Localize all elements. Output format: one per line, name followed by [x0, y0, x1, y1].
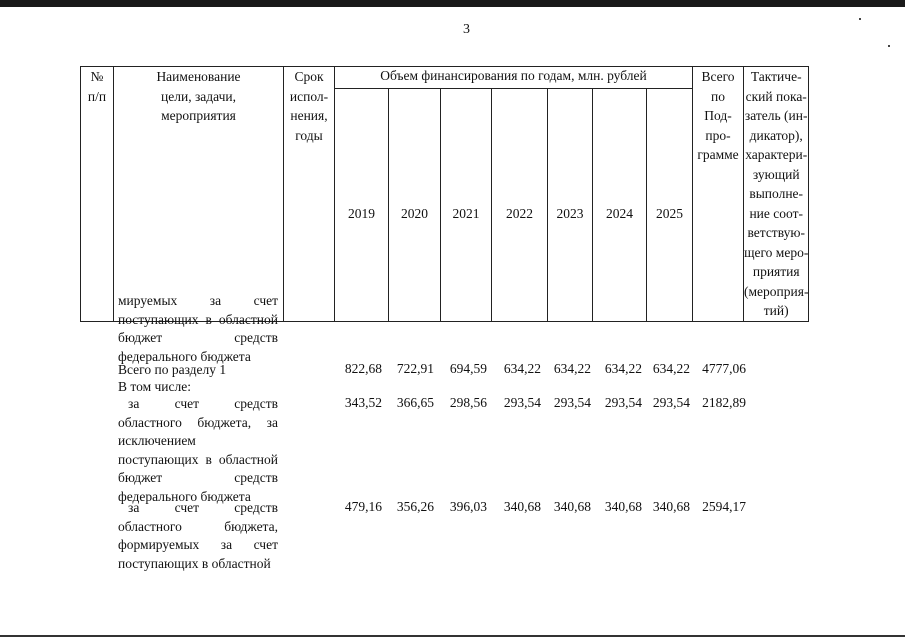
value-cell: 293,54 — [553, 395, 591, 410]
value-cell: 340,68 — [553, 499, 591, 514]
value-cell: 634,22 — [553, 361, 591, 376]
header-year: 2019 — [335, 89, 389, 321]
value-cell: 293,54 — [503, 395, 541, 410]
value-cell: 822,68 — [344, 361, 382, 376]
row-text-federal: за счет средств областного бюджета, формируемых за счет поступающих в областной — [118, 500, 278, 571]
value-cell: 634,22 — [604, 361, 642, 376]
header-table — [80, 66, 809, 322]
value-cell: 340,68 — [652, 499, 690, 514]
value-cell: 722,91 — [396, 361, 434, 376]
value-cell: 343,52 — [344, 395, 382, 410]
bottom-border — [0, 635, 905, 637]
header-name: Наименование цели, задачи, мероприятия — [114, 67, 284, 322]
header-indicator: Тактиче- ский пока- затель (ин- дикатор), характери- зующий выполне- ние соот- ветствую- щего меро- приятия (мероприя- тий) — [744, 67, 809, 322]
top-border — [0, 0, 905, 7]
value-cell: 340,68 — [604, 499, 642, 514]
header-year: 2021 — [441, 89, 492, 321]
value-cell: 366,65 — [396, 395, 434, 410]
row-text-including: В том числе: — [118, 379, 191, 394]
value-cell: 340,68 — [503, 499, 541, 514]
header-term: Срок испол- нения, годы — [284, 67, 335, 322]
header-year: 2022 — [492, 89, 548, 321]
row-text-regional: за счет средств областного бюджета, за исключением поступающих в областной бюджет средств федерального бюджета — [118, 396, 278, 504]
header-funding: Объем финансирования по годам, млн. рублей — [335, 67, 693, 89]
value-cell: 293,54 — [604, 395, 642, 410]
row-text-continuation: мируемых за счет поступающих в областной бюджет средств федерального бюджета — [118, 293, 278, 364]
value-cell-total: 4777,06 — [702, 361, 746, 376]
header-total: Всего по Под- про- грамме — [693, 67, 744, 322]
header-year: 2024 — [593, 89, 647, 321]
scan-speck — [859, 18, 861, 20]
header-year: 2025 — [647, 89, 693, 321]
value-cell: 694,59 — [449, 361, 487, 376]
value-cell: 634,22 — [652, 361, 690, 376]
value-cell-total: 2182,89 — [702, 395, 746, 410]
header-year: 2020 — [389, 89, 441, 321]
value-cell: 634,22 — [503, 361, 541, 376]
page-number: 3 — [463, 22, 470, 37]
value-cell: 293,54 — [652, 395, 690, 410]
value-cell: 356,26 — [396, 499, 434, 514]
value-cell-total: 2594,17 — [702, 499, 746, 514]
scan-speck — [888, 45, 890, 47]
row-text-total: Всего по разделу 1 — [118, 362, 227, 377]
value-cell: 479,16 — [344, 499, 382, 514]
header-year: 2023 — [548, 89, 593, 321]
value-cell: 396,03 — [449, 499, 487, 514]
value-cell: 298,56 — [449, 395, 487, 410]
header-num: № п/п — [81, 67, 114, 322]
